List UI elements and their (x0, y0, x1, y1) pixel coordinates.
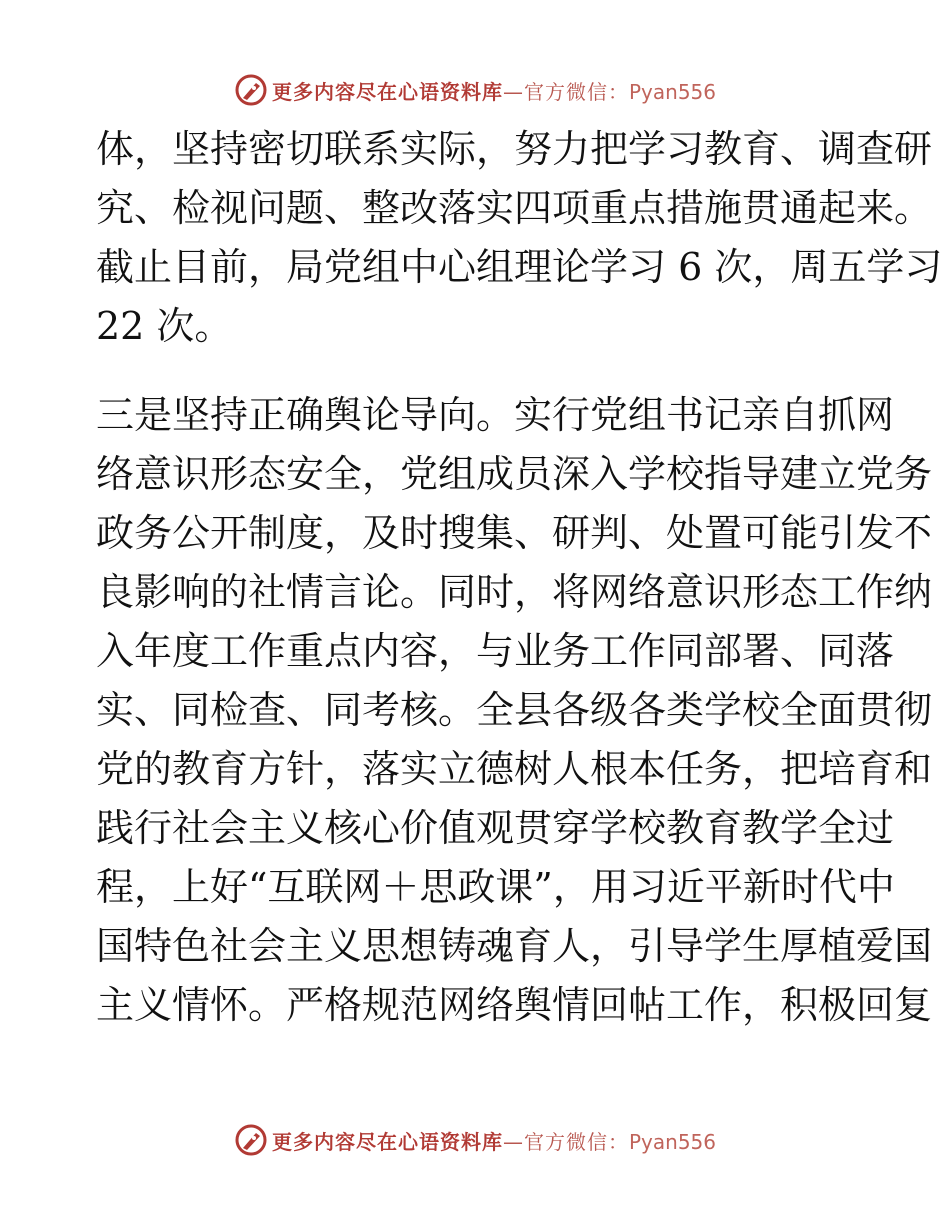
pen-nib-logo-icon (234, 1123, 268, 1157)
text-line: 截止目前，局党组中心组理论学习 6 次，周五学习 (96, 245, 943, 289)
watermark-brand: 更多内容尽在心语资料库 (271, 79, 503, 104)
paragraph-2 (96, 386, 933, 1035)
document-body (96, 120, 943, 1035)
text-line: 究、检视问题、整改落实四项重点措施贯通起来。 (96, 186, 933, 230)
text-line: 践行社会主义核心价值观贯穿学校教育教学全过 (96, 806, 895, 850)
text-line: 主义情怀。严格规范网络舆情回帖工作，积极回复 (96, 983, 933, 1027)
text-line: 程，上好“互联网＋思政课”，用习近平新时代中 (96, 865, 895, 909)
text-line: 体，坚持密切联系实际，努力把学习教育、调查研 (96, 127, 933, 171)
text-line: 入年度工作重点内容，与业务工作同部署、同落 (96, 629, 895, 673)
text-line: 党的教育方针，落实立德树人根本任务，把培育和 (96, 747, 933, 791)
pen-nib-logo-icon (234, 73, 268, 107)
watermark-header (0, 70, 950, 110)
watermark-text (272, 1126, 716, 1155)
watermark-wechat-id: Pyan556 (628, 1129, 716, 1154)
paragraph-gap (96, 356, 856, 386)
text-line: 22 次。 (96, 304, 233, 348)
paragraph-1 (96, 120, 943, 356)
watermark-dash: — (502, 79, 524, 104)
watermark-footer (0, 1120, 950, 1160)
text-line: 络意识形态安全，党组成员深入学校指导建立党务 (96, 452, 933, 496)
watermark-label: 官方微信： (523, 1129, 629, 1154)
watermark-wechat-id: Pyan556 (628, 79, 716, 104)
watermark-text (272, 76, 716, 105)
text-line: 政务公开制度，及时搜集、研判、处置可能引发不 (96, 511, 933, 555)
text-line: 国特色社会主义思想铸魂育人，引导学生厚植爱国 (96, 924, 933, 968)
watermark-dash: — (502, 1129, 524, 1154)
watermark-label: 官方微信： (523, 79, 629, 104)
text-line: 良影响的社情言论。同时，将网络意识形态工作纳 (96, 570, 933, 614)
text-line: 实、同检查、同考核。全县各级各类学校全面贯彻 (96, 688, 933, 732)
text-line: 三是坚持正确舆论导向。实行党组书记亲自抓网 (96, 393, 895, 437)
watermark-brand: 更多内容尽在心语资料库 (271, 1129, 503, 1154)
